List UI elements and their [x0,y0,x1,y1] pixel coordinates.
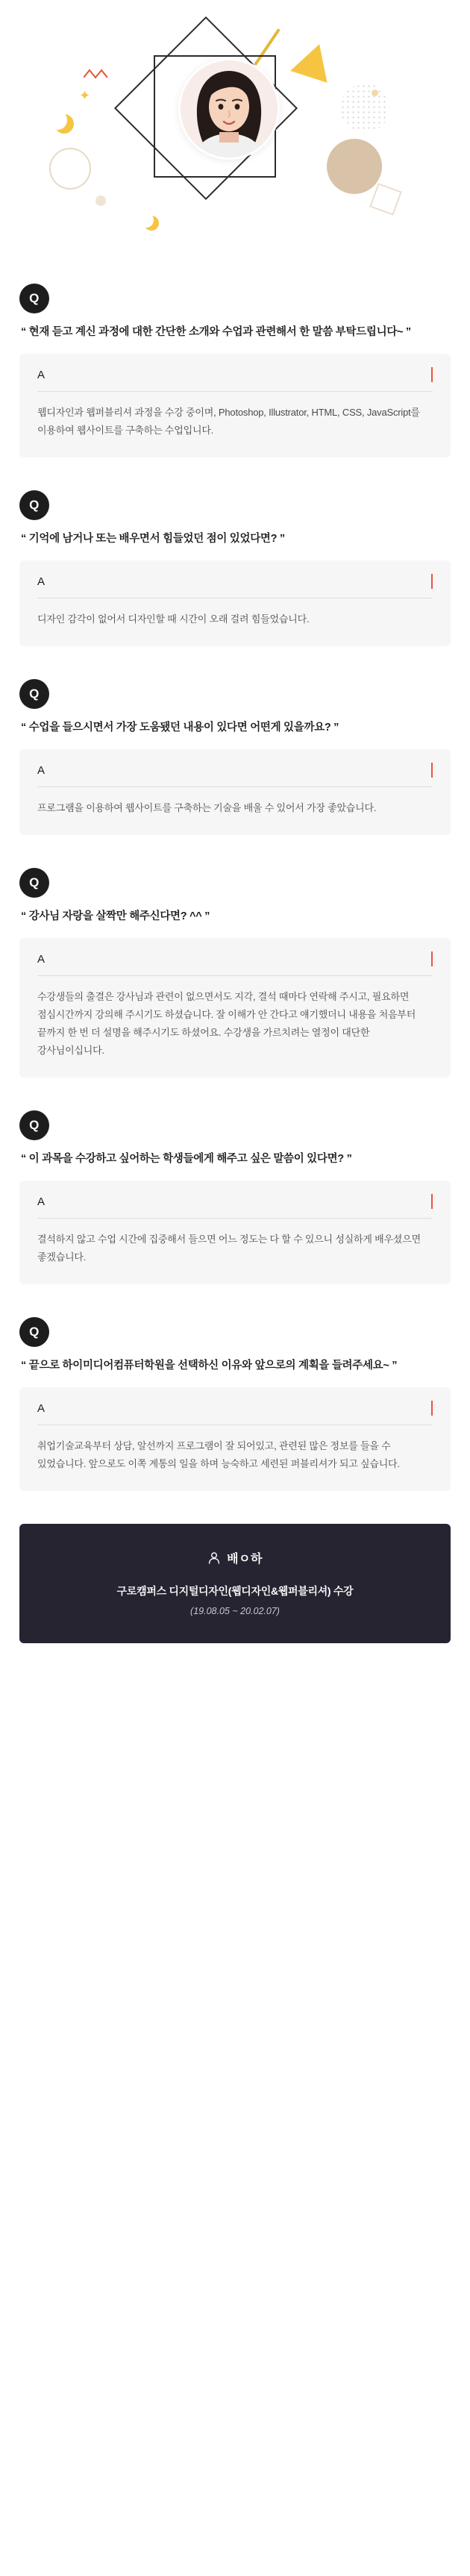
answer-card [19,1181,451,1284]
triangle-decoration [290,38,338,83]
answer-label: A [37,575,46,588]
answer-text: 프로그램을 이용하여 웹사이트를 구축하는 기술을 배울 수 있어서 가장 좋았습니다. [37,801,377,813]
question-badge: Q [19,868,49,898]
qa-item [19,679,451,835]
accent-bar [431,1194,433,1209]
qa-item [19,1110,451,1284]
question-badge: Q [19,1317,49,1347]
outline-circle-decoration [49,148,91,190]
question-badge: Q [19,284,49,313]
answer-text: 디자인 감각이 없어서 디자인할 때 시간이 오래 걸려 힘들었습니다. [37,613,310,625]
beige-circle-decoration [327,139,382,194]
question-text: “ 끝으로 하이미디어컴퓨터학원을 선택하신 이유와 앞으로의 계획을 들려주세요~ ” [21,1360,398,1372]
answer-label: A [37,1402,46,1415]
zigzag-decoration [84,69,113,81]
answer-text: 취업기술교육부터 상담, 알선까지 프로그램이 잘 되어있고, 관련된 많은 정보를 들을 수 있었습니다. 앞으로도 이쪽 계통의 일을 하며 능숙하고 세련된 퍼블리셔가 되고 싶습니다. [37,1440,400,1470]
divider [37,1218,433,1219]
accent-bar [431,1401,433,1416]
dot-grid-decoration [340,84,389,133]
question-badge: Q [19,1110,49,1140]
question-text: “ 기억에 남거나 또는 배우면서 힘들었던 점이 있었다면? ” [21,533,285,545]
qa-item [19,1317,451,1491]
answer-text: 결석하지 않고 수업 시간에 집중해서 들으면 어느 정도는 다 할 수 있으니 성실하게 배우셨으면 좋겠습니다. [37,1233,421,1263]
qa-item [19,868,451,1078]
small-dot-decoration [95,196,106,206]
avatar [178,58,280,160]
moon-icon [48,110,67,130]
divider [37,975,433,976]
square-outline-decoration [369,183,402,216]
qa-list [0,284,470,1491]
hero-banner [0,0,470,284]
student-name-row [34,1549,436,1566]
course-name: 구로캠퍼스 디지털디자인(웹디자인&웹퍼블리셔) 수강 [116,1585,354,1598]
answer-label: A [37,368,46,381]
answer-label: A [37,952,46,966]
star-icon: ✦ [79,88,91,103]
person-icon [207,1551,221,1565]
tiny-dot-decoration [372,90,378,96]
qa-item [19,490,451,646]
answer-card [19,1387,451,1491]
answer-label: A [37,763,46,777]
answer-card [19,938,451,1078]
accent-bar [431,367,433,382]
question-text: “ 이 과목을 수강하고 싶어하는 학생들에게 해주고 싶은 말씀이 있다면? ” [21,1153,352,1166]
answer-text: 웹디자인과 웹퍼블리셔 과정을 수강 중이며, Photoshop, Illustrator, HTML, CSS, JavaScript를 이용하여 웹사이트를 구축하는 수업입니다. [37,406,420,436]
answer-label: A [37,1195,46,1208]
accent-bar [431,951,433,966]
qa-item [19,284,451,457]
answer-text: 수강생들의 출결은 강사님과 관련이 없으면서도 지각, 결석 때마다 연락해 주시고, 필요하면 점심시간까지 강의해 주시기도 하셨습니다. 잘 이해가 안 간다고 얘기했더니 내용을 처음부터 끝까지 한 번 더 설명을 해주시기도 하셨어요. 수강생을 가르치려는 열정이 대단한 강사님이십니다. [37,990,416,1057]
answer-card [19,749,451,835]
answer-card [19,560,451,646]
student-footer [19,1524,451,1643]
course-period: (19.08.05 ~ 20.02.07) [190,1606,280,1617]
question-badge: Q [19,679,49,709]
accent-bar [431,574,433,589]
question-text: “ 강사님 자랑을 살짝만 해주신다면? ^^ ” [21,910,210,922]
question-badge: Q [19,490,49,520]
question-text: “ 수업을 들으시면서 가장 도움됐던 내용이 있다면 어떤게 있을까요? ” [21,721,339,734]
divider [37,391,433,392]
moon-icon [139,213,154,228]
answer-card [19,354,451,457]
accent-bar [431,763,433,778]
question-text: “ 현재 듣고 계신 과정에 대한 간단한 소개와 수업과 관련해서 한 말씀 부탁드립니다~ ” [21,326,411,338]
student-name: 배ㅇ하 [227,1553,263,1566]
